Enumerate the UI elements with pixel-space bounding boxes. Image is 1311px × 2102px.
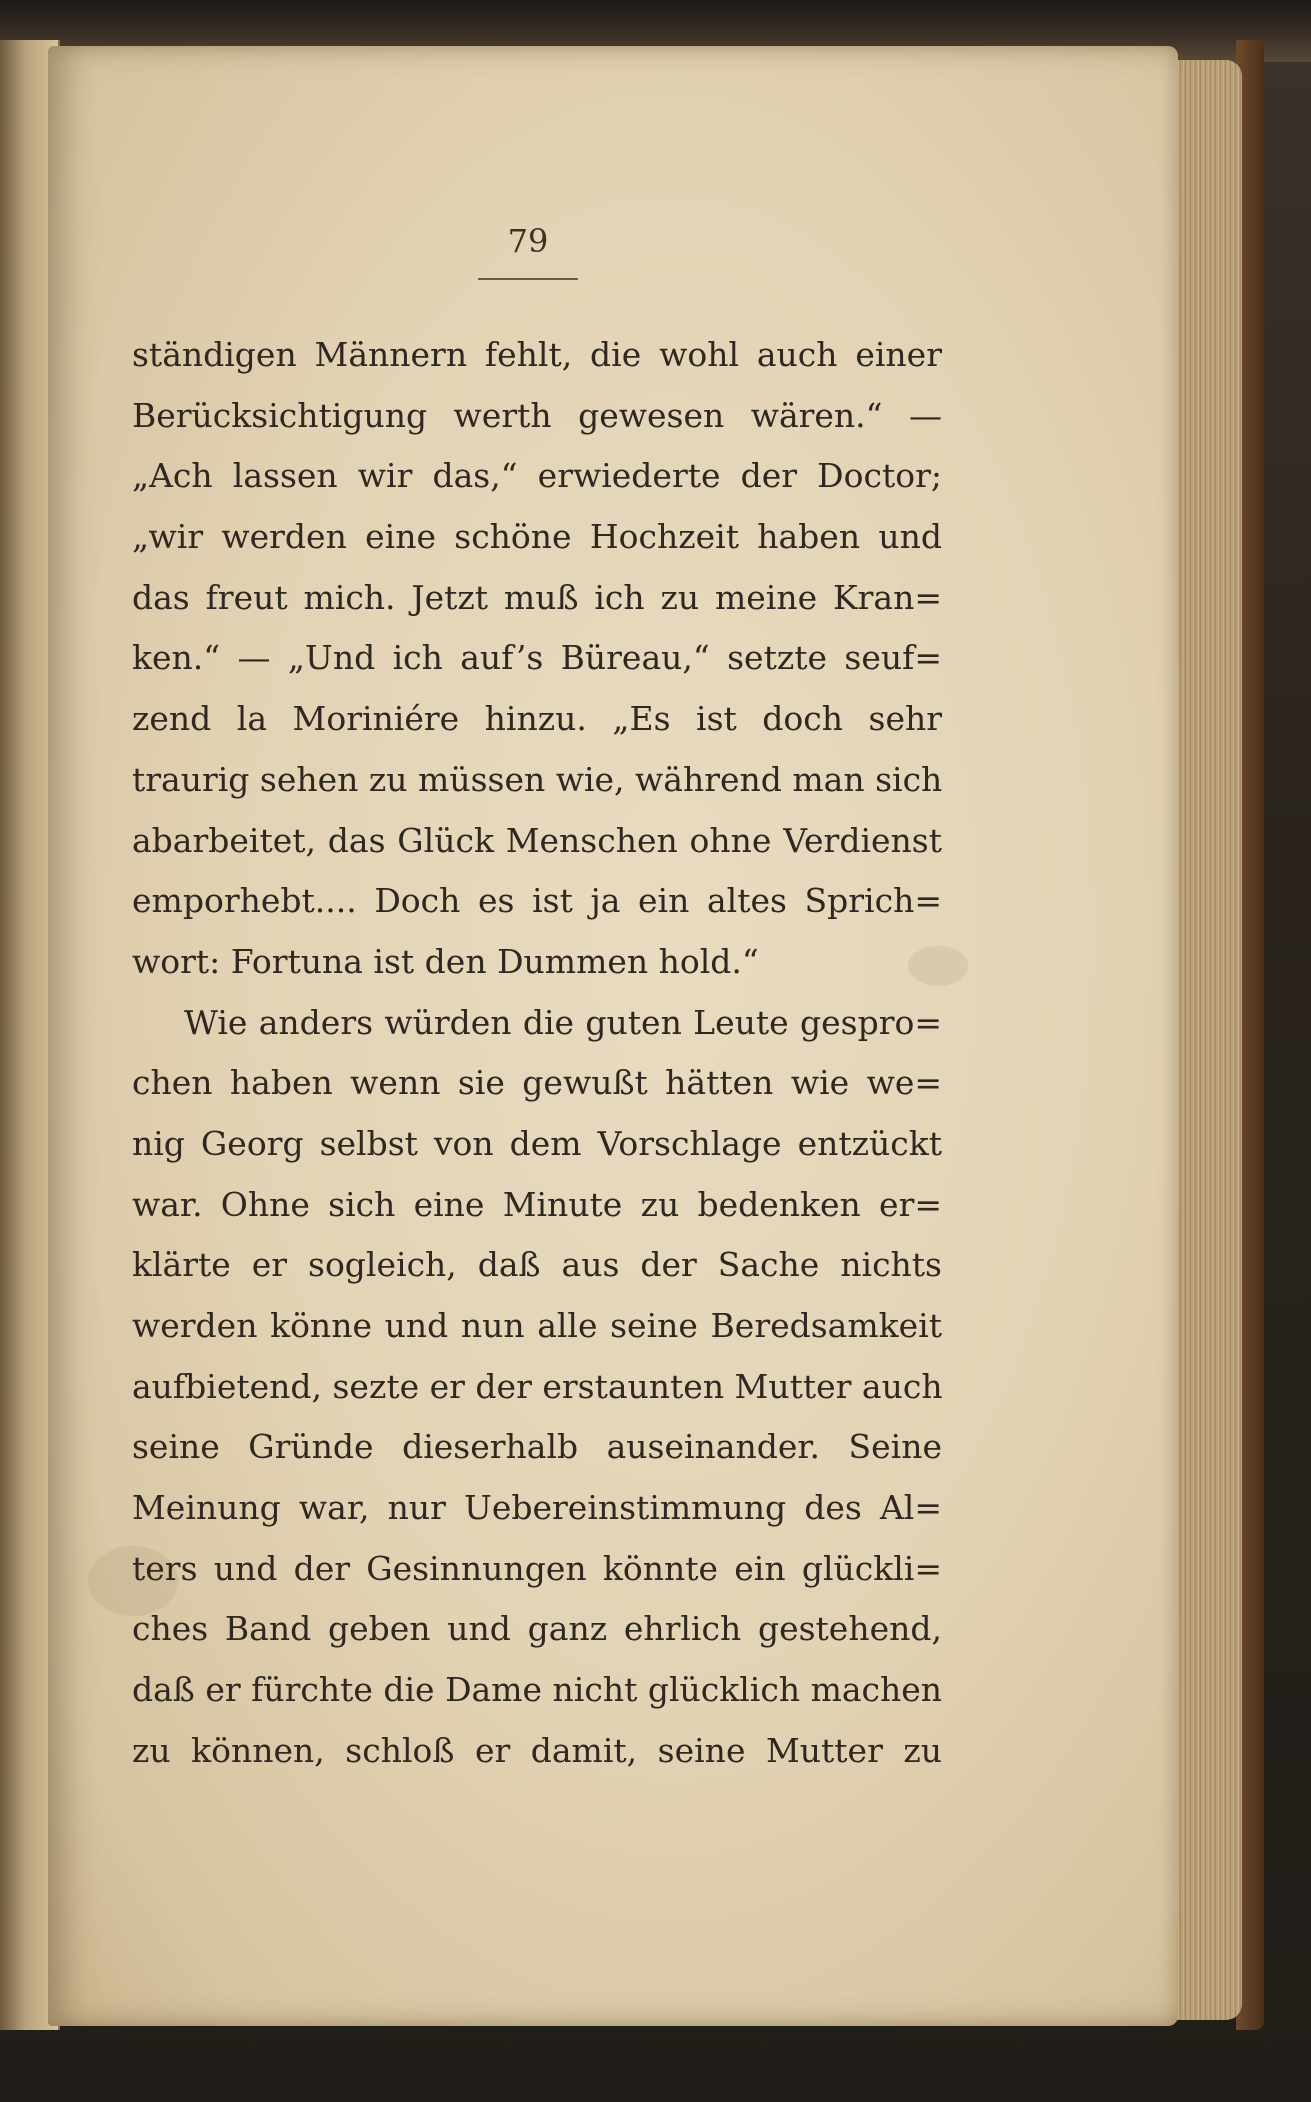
body-text — [132, 325, 942, 1782]
text-line: zu können, schloß er damit, seine Mutter zu — [132, 1730, 942, 1770]
text-line: ches Band geben und ganz ehrlich gestehend, — [132, 1609, 942, 1649]
text-line: chen haben wenn sie gewußt hätten wie we= — [132, 1063, 942, 1103]
text-line: werden könne und nun alle seine Beredsamkeit — [132, 1306, 942, 1345]
text-line: seine Gründe dieserhalb auseinander. Seine — [132, 1427, 942, 1467]
text-line: emporhebt.... Doch es ist ja ein altes Sprich= — [132, 881, 942, 921]
text-line: wort: Fortuna ist den Dummen hold.“ — [132, 941, 759, 981]
text-line: Berücksichtigung werth gewesen wären.“ — — [132, 395, 942, 435]
text-line: ters und der Gesinnungen könnte ein glückli= — [132, 1548, 942, 1588]
text-line: „Ach lassen wir das,“ erwiederte der Doctor; — [132, 456, 942, 496]
text-line: „wir werden eine schöne Hochzeit haben und — [132, 517, 942, 557]
text-line: aufbietend, sezte er der erstaunten Mutter auch — [132, 1366, 943, 1406]
text-line: abarbeitet, das Glück Menschen ohne Verdienst — [132, 820, 942, 860]
text-line: ständigen Männern fehlt, die wohl auch einer — [132, 335, 942, 374]
page-number-rule — [478, 278, 578, 280]
text-line: Wie anders würden die guten Leute gespro= — [184, 1002, 942, 1042]
page-number: 79 — [507, 222, 549, 260]
text-line: zend la Moriniére hinzu. „Es ist doch sehr — [132, 699, 942, 739]
text-line: Meinung war, nur Uebereinstimmung des Al= — [132, 1488, 942, 1528]
text-line: das freut mich. Jetzt muß ich zu meine Kran= — [132, 577, 942, 617]
text-line: war. Ohne sich eine Minute zu bedenken er= — [132, 1184, 942, 1224]
text-line: klärte er sogleich, daß aus der Sache nichts — [132, 1245, 942, 1285]
text-line: daß er fürchte die Dame nicht glücklich machen — [132, 1670, 943, 1710]
page-fore-edge — [1170, 60, 1242, 2020]
text-line: nig Georg selbst von dem Vorschlage entzückt — [132, 1123, 942, 1163]
text-line: traurig sehen zu müssen wie, während man sich — [132, 759, 943, 799]
text-line: ken.“ — „Und ich auf’s Büreau,“ setzte seuf= — [132, 638, 942, 678]
